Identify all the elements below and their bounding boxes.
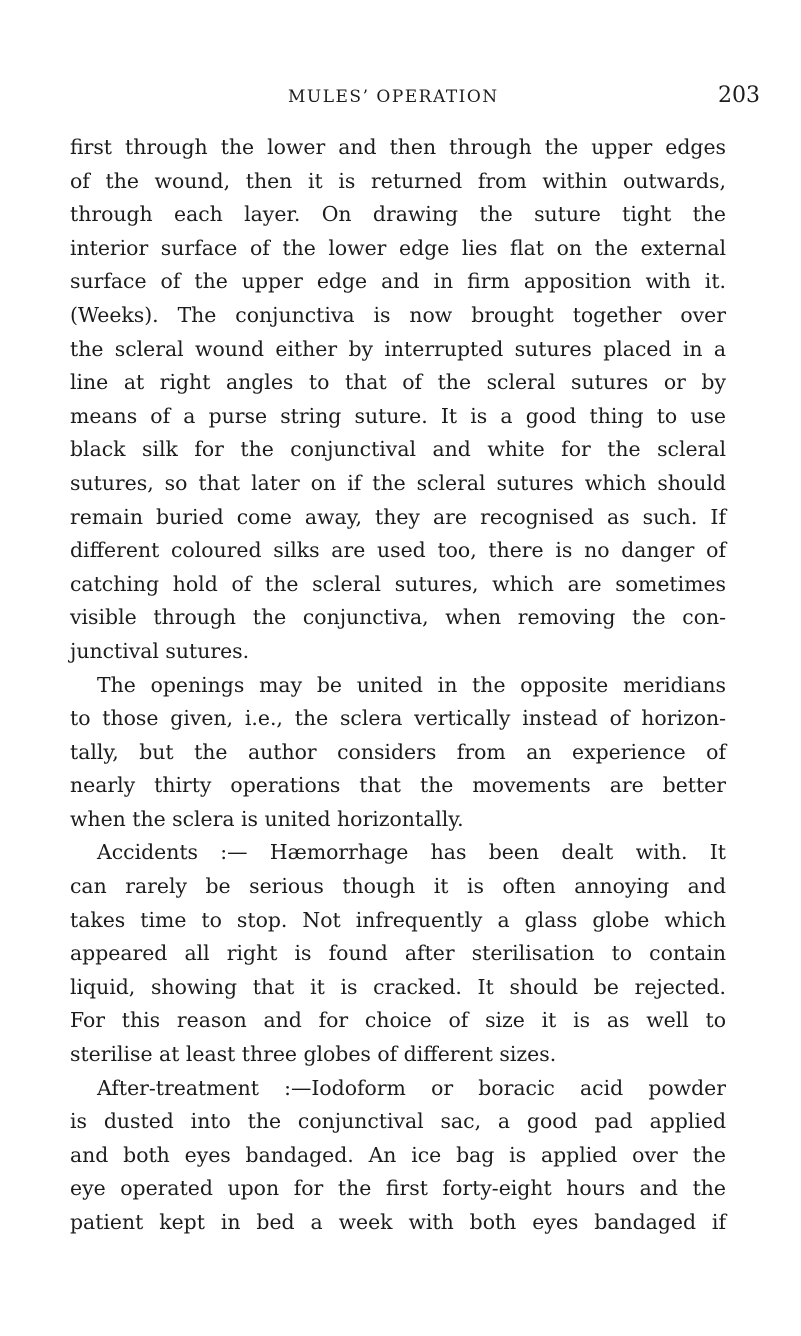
paragraph-first-line: The openings may be united in the opposite meridians (97, 672, 726, 697)
text-line: (Weeks). The conjunctiva is now brought together over (70, 302, 726, 327)
text-line: the scleral wound either by interrupted sutures placed in a (70, 336, 726, 361)
text-line: tally, but the author considers from an experience of (70, 739, 726, 764)
text-line: of the wound, then it is returned from within outwards, (70, 168, 726, 193)
paragraph-first-line: Accidents :— Hæmorrhage has been dealt with. It (97, 840, 726, 865)
running-title: MULES’ OPERATION (288, 87, 499, 107)
text-line: to those given, i.e., the sclera vertically instead of horizon- (70, 706, 726, 731)
text-line: first through the lower and then through the upper edges (70, 135, 726, 159)
text-line: remain buried come away, they are recognised as such. If (70, 504, 726, 529)
running-head (0, 83, 801, 117)
page-number: 203 (718, 83, 760, 108)
text-line: means of a purse string suture. It is a good thing to use (70, 403, 726, 428)
text-line: when the sclera is united horizontally. (70, 806, 464, 831)
text-line: interior surface of the lower edge lies flat on the external (70, 235, 726, 260)
text-line: is dusted into the conjunctival sac, a good pad applied (70, 1109, 726, 1134)
text-line: takes time to stop. Not infrequently a glass globe which (70, 907, 726, 932)
text-line: sutures, so that later on if the scleral sutures which should (70, 470, 726, 495)
text-line: patient kept in bed a week with both eyes bandaged if (70, 1210, 726, 1234)
text-line: different coloured silks are used too, there is no danger of (70, 538, 726, 563)
text-line: can rarely be serious though it is often annoying and (70, 874, 726, 899)
text-line: liquid, showing that it is cracked. It should be rejected. (70, 974, 726, 999)
text-line: visible through the conjunctiva, when removing the con- (70, 605, 726, 630)
text-line: nearly thirty operations that the movements are better (70, 773, 726, 798)
paragraph-first-line: After-treatment :—Iodoform or boracic acid powder (97, 1075, 726, 1100)
text-line: black silk for the conjunctival and white for the scleral (70, 437, 726, 462)
text-line: For this reason and for choice of size it is as well to (70, 1008, 726, 1033)
text-line: junctival sutures. (70, 638, 250, 663)
text-line: and both eyes bandaged. An ice bag is applied over the (70, 1142, 726, 1167)
text-line: surface of the upper edge and in firm apposition with it. (70, 269, 726, 294)
text-line: catching hold of the scleral sutures, which are sometimes (70, 571, 726, 596)
text-line: line at right angles to that of the scleral sutures or by (70, 370, 726, 395)
text-line: through each layer. On drawing the suture tight the (70, 202, 726, 227)
text-line: sterilise at least three globes of different sizes. (70, 1042, 557, 1067)
body-text (70, 131, 726, 1240)
text-line: appeared all right is found after sterilisation to contain (70, 941, 726, 966)
text-line: eye operated upon for the first forty-eight hours and the (70, 1176, 726, 1201)
